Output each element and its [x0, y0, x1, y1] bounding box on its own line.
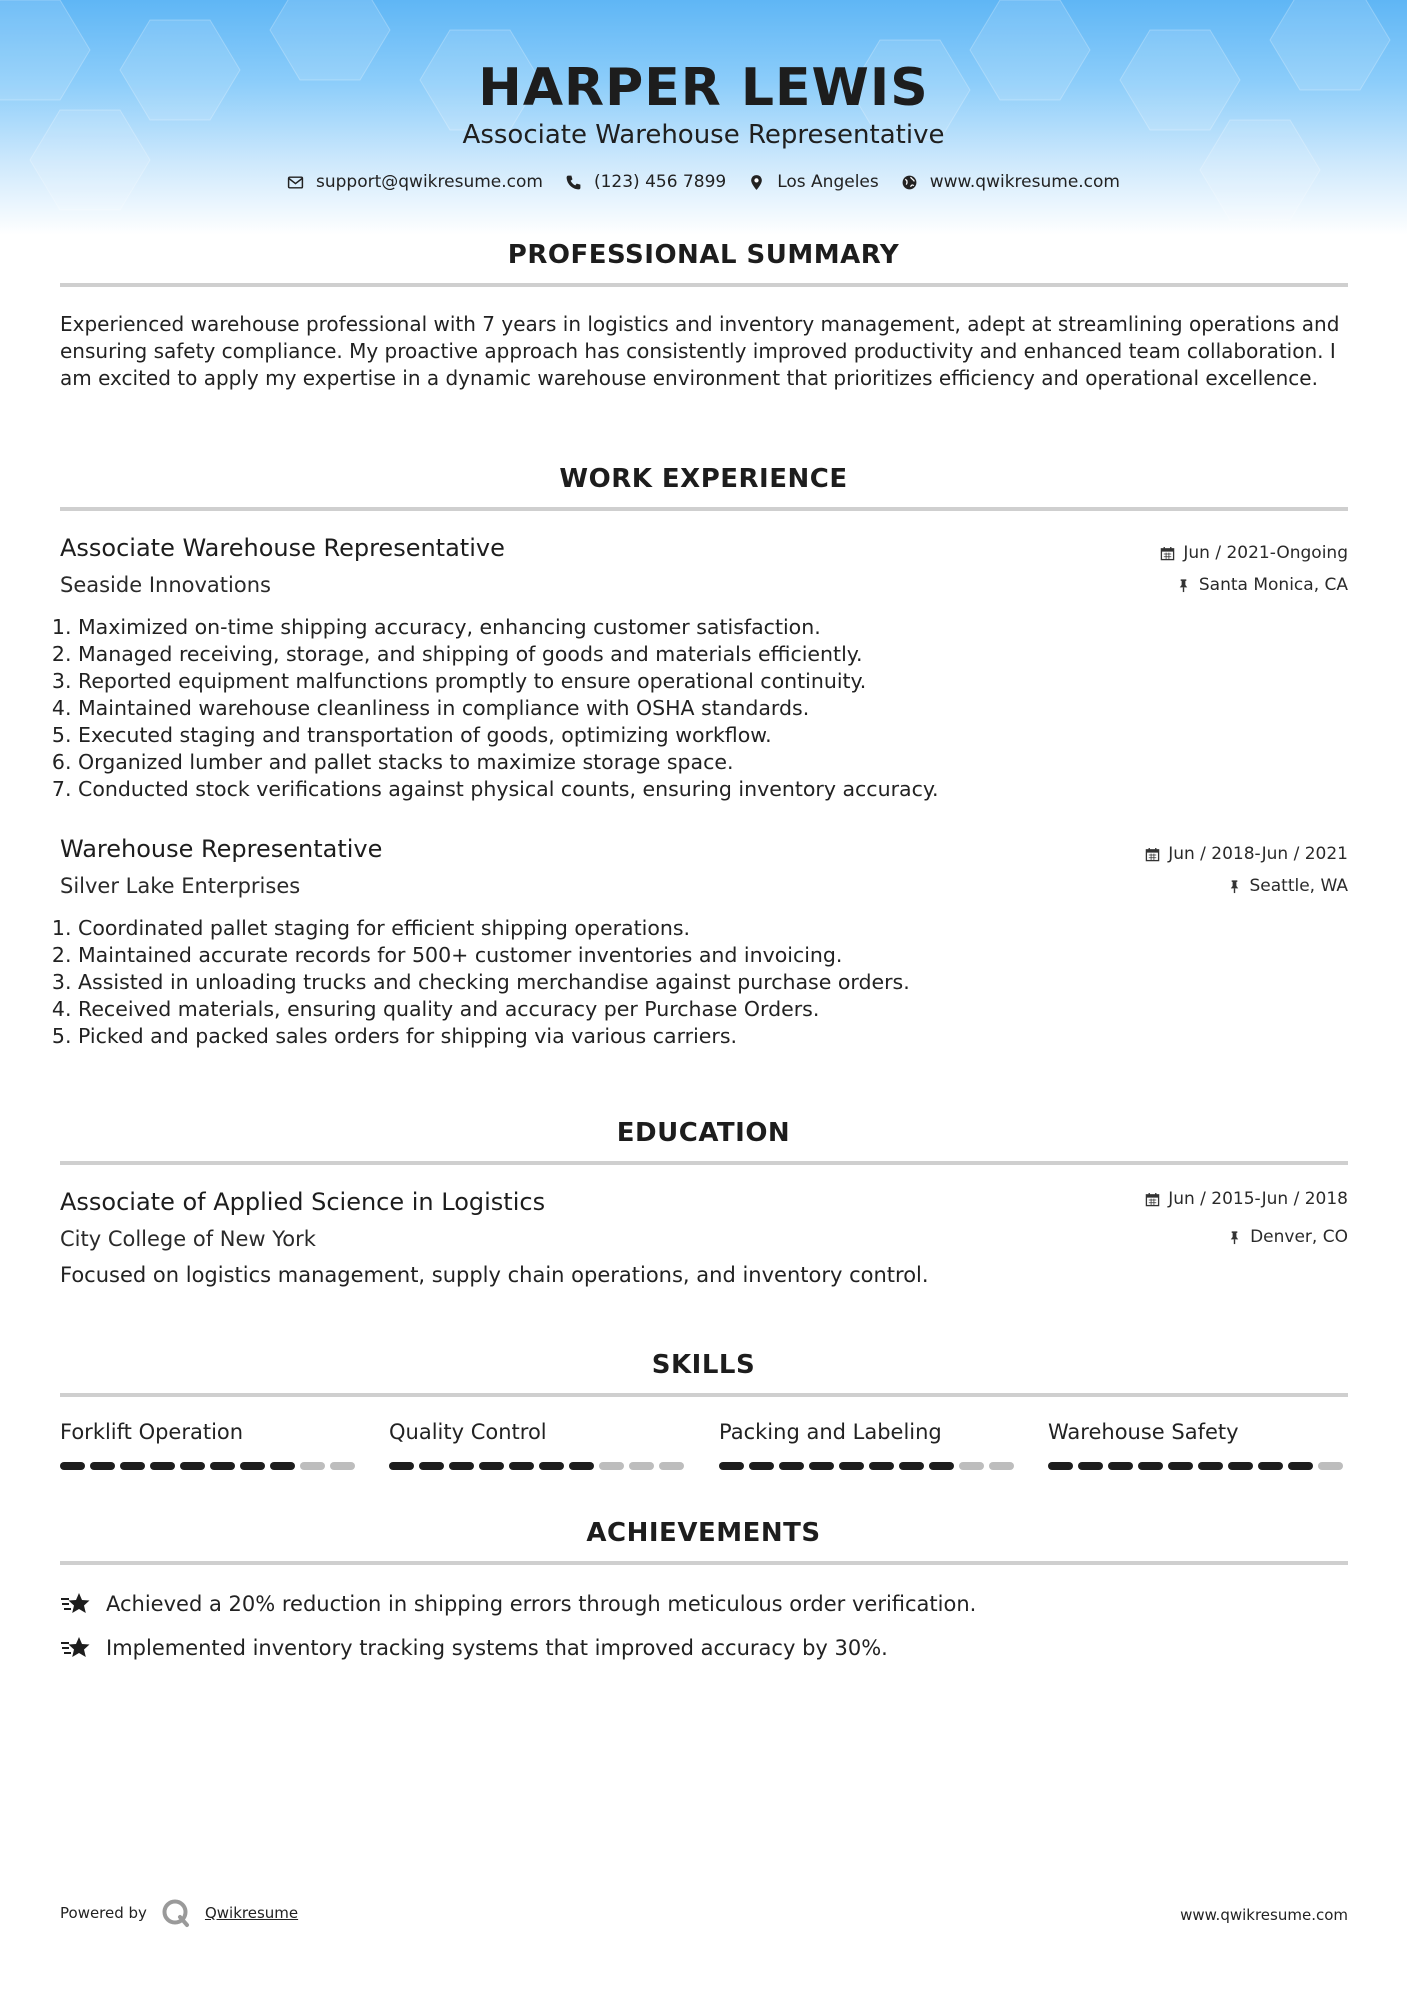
- skill-rating-segment: [869, 1462, 894, 1470]
- skill-rating-segment: [60, 1462, 85, 1470]
- skill-item: [1048, 1420, 1348, 1444]
- website-text: www.qwikresume.com: [929, 172, 1120, 192]
- skill-rating-segment: [989, 1462, 1014, 1470]
- skill-rating-segment: [90, 1462, 115, 1470]
- job-location-text: Santa Monica, CA: [1198, 575, 1348, 595]
- job-location-text: Seattle, WA: [1249, 876, 1348, 896]
- skill-rating-segment: [1258, 1462, 1283, 1470]
- globe-icon: [901, 174, 918, 191]
- contact-email[interactable]: [287, 172, 543, 192]
- list-item: 7. Conducted stock verifications against physical counts, ensuring inventory accuracy.: [78, 776, 939, 803]
- job-location: [1176, 575, 1348, 595]
- contact-website[interactable]: [901, 172, 1120, 192]
- envelope-icon: [287, 174, 304, 191]
- job-dates-text: Jun / 2021-Ongoing: [1183, 543, 1348, 563]
- skill-item: [60, 1420, 360, 1444]
- pushpin-icon: [1176, 578, 1191, 593]
- education-dates: [1145, 1189, 1348, 1209]
- skill-rating-segment: [1198, 1462, 1223, 1470]
- education-school: City College of New York: [60, 1227, 316, 1251]
- skill-rating-segment: [180, 1462, 205, 1470]
- achievements-divider: [60, 1561, 1348, 1565]
- footer-website[interactable]: www.qwikresume.com: [1180, 1906, 1348, 1924]
- job-dates: [1160, 543, 1348, 563]
- summary-heading: PROFESSIONAL SUMMARY: [507, 240, 900, 270]
- achievement-text: Implemented inventory tracking systems that improved accuracy by 30%.: [106, 1636, 888, 1660]
- education-description: Focused on logistics management, supply chain operations, and inventory control.: [60, 1263, 929, 1287]
- pushpin-icon: [1227, 1230, 1242, 1245]
- skill-rating-segment: [719, 1462, 744, 1470]
- list-item: 2. Maintained accurate records for 500+ customer inventories and invoicing.: [78, 942, 910, 969]
- skill-rating-segment: [330, 1462, 355, 1470]
- candidate-title: Associate Warehouse Representative: [462, 120, 945, 150]
- skills-heading: SKILLS: [651, 1350, 756, 1380]
- skill-name: Packing and Labeling: [719, 1420, 942, 1444]
- education-location-text: Denver, CO: [1250, 1227, 1348, 1247]
- skill-rating-segment: [779, 1462, 804, 1470]
- job-company: Seaside Innovations: [60, 573, 271, 597]
- experience-heading: WORK EXPERIENCE: [559, 464, 848, 494]
- contact-location: [748, 172, 879, 192]
- summary-text: Experienced warehouse professional with 7 years in logistics and inventory management, adept at streamlining operations and ensuring safety compliance. My proactive approach has consistently improved productivity and enhanced team collaboration. I am excited to apply my expertise in a dynamic warehouse environment that prioritizes efficiency and operational excellence.: [60, 312, 1340, 390]
- job-dates-text: Jun / 2018-Jun / 2021: [1168, 844, 1348, 864]
- achievements-heading: ACHIEVEMENTS: [586, 1518, 821, 1548]
- phone-icon: [565, 174, 582, 191]
- skills-divider: [60, 1393, 1348, 1397]
- skill-rating-segment: [1288, 1462, 1313, 1470]
- skill-rating-segment: [929, 1462, 954, 1470]
- calendar-icon: [1160, 546, 1175, 561]
- skill-rating-segment: [120, 1462, 145, 1470]
- skill-rating-segment: [749, 1462, 774, 1470]
- skill-rating-segment: [1078, 1462, 1103, 1470]
- list-item: 5. Picked and packed sales orders for shipping via various carriers.: [78, 1023, 910, 1050]
- job-company: Silver Lake Enterprises: [60, 874, 301, 898]
- achievement-item: [60, 1590, 976, 1618]
- skill-name: Forklift Operation: [60, 1420, 244, 1444]
- skill-rating-segment: [599, 1462, 624, 1470]
- job-title: Associate Warehouse Representative: [60, 534, 505, 562]
- experience-divider: [60, 507, 1348, 511]
- education-dates-text: Jun / 2015-Jun / 2018: [1168, 1189, 1348, 1209]
- email-text: support@qwikresume.com: [316, 172, 543, 192]
- job-bullets: [53, 915, 910, 1050]
- brand-link[interactable]: Qwikresume: [204, 1904, 299, 1922]
- list-item: 2. Managed receiving, storage, and shipping of goods and materials efficiently.: [78, 641, 939, 668]
- job-bullets: [53, 614, 939, 803]
- skill-rating-segment: [509, 1462, 534, 1470]
- skill-rating-segment: [479, 1462, 504, 1470]
- skill-name: Quality Control: [389, 1420, 547, 1444]
- candidate-name: HARPER LEWIS: [478, 58, 929, 118]
- skill-rating-segment: [419, 1462, 444, 1470]
- achievement-item: [60, 1634, 888, 1662]
- skill-rating-segment: [629, 1462, 654, 1470]
- skill-rating-segment: [1048, 1462, 1073, 1470]
- skill-item: [719, 1420, 1019, 1444]
- contact-bar: [0, 172, 1407, 192]
- job-location: [1227, 876, 1349, 896]
- skill-rating-segment: [210, 1462, 235, 1470]
- powered-by-label: Powered by: [60, 1904, 147, 1922]
- map-pin-icon: [748, 174, 765, 191]
- skill-rating-segment: [1318, 1462, 1343, 1470]
- skill-rating-bar: [719, 1462, 1014, 1470]
- skill-rating-segment: [569, 1462, 594, 1470]
- education-heading: EDUCATION: [616, 1118, 791, 1148]
- contact-phone[interactable]: [565, 172, 726, 192]
- shooting-star-icon: [60, 1590, 92, 1618]
- achievement-text: Achieved a 20% reduction in shipping errors through meticulous order verification.: [106, 1592, 977, 1616]
- skill-rating-segment: [899, 1462, 924, 1470]
- skill-rating-segment: [539, 1462, 564, 1470]
- list-item: 1. Maximized on-time shipping accuracy, enhancing customer satisfaction.: [78, 614, 939, 641]
- footer-powered-by: [60, 1898, 298, 1928]
- summary-divider: [60, 283, 1348, 287]
- list-item: 4. Maintained warehouse cleanliness in compliance with OSHA standards.: [78, 695, 939, 722]
- skill-rating-segment: [839, 1462, 864, 1470]
- skill-rating-segment: [1138, 1462, 1163, 1470]
- pushpin-icon: [1227, 879, 1242, 894]
- skill-rating-bar: [60, 1462, 355, 1470]
- calendar-icon: [1145, 1192, 1160, 1207]
- skill-rating-segment: [809, 1462, 834, 1470]
- skill-rating-segment: [959, 1462, 984, 1470]
- skill-rating-segment: [1168, 1462, 1193, 1470]
- skill-rating-segment: [659, 1462, 684, 1470]
- list-item: 3. Reported equipment malfunctions promptly to ensure operational continuity.: [78, 668, 939, 695]
- list-item: 1. Coordinated pallet staging for efficient shipping operations.: [78, 915, 910, 942]
- skill-rating-segment: [150, 1462, 175, 1470]
- education-degree: Associate of Applied Science in Logistics: [60, 1188, 546, 1216]
- skill-item: [389, 1420, 689, 1444]
- skill-rating-bar: [1048, 1462, 1343, 1470]
- skill-rating-segment: [449, 1462, 474, 1470]
- education-divider: [60, 1161, 1348, 1165]
- shooting-star-icon: [60, 1634, 92, 1662]
- skill-rating-segment: [270, 1462, 295, 1470]
- skill-rating-segment: [1228, 1462, 1253, 1470]
- skill-rating-segment: [389, 1462, 414, 1470]
- qwikresume-logo-icon: [161, 1898, 191, 1928]
- phone-text: (123) 456 7899: [593, 172, 727, 192]
- skill-rating-bar: [389, 1462, 684, 1470]
- calendar-icon: [1145, 847, 1160, 862]
- education-location: [1227, 1227, 1348, 1247]
- list-item: 4. Received materials, ensuring quality and accuracy per Purchase Orders.: [78, 996, 910, 1023]
- list-item: 6. Organized lumber and pallet stacks to maximize storage space.: [78, 749, 939, 776]
- job-dates: [1145, 844, 1348, 864]
- skill-rating-segment: [1108, 1462, 1133, 1470]
- skill-rating-segment: [240, 1462, 265, 1470]
- skill-rating-segment: [300, 1462, 325, 1470]
- list-item: 5. Executed staging and transportation of goods, optimizing workflow.: [78, 722, 939, 749]
- location-text: Los Angeles: [777, 172, 879, 192]
- skill-name: Warehouse Safety: [1048, 1420, 1239, 1444]
- job-title: Warehouse Representative: [60, 835, 383, 863]
- list-item: 3. Assisted in unloading trucks and checking merchandise against purchase orders.: [78, 969, 910, 996]
